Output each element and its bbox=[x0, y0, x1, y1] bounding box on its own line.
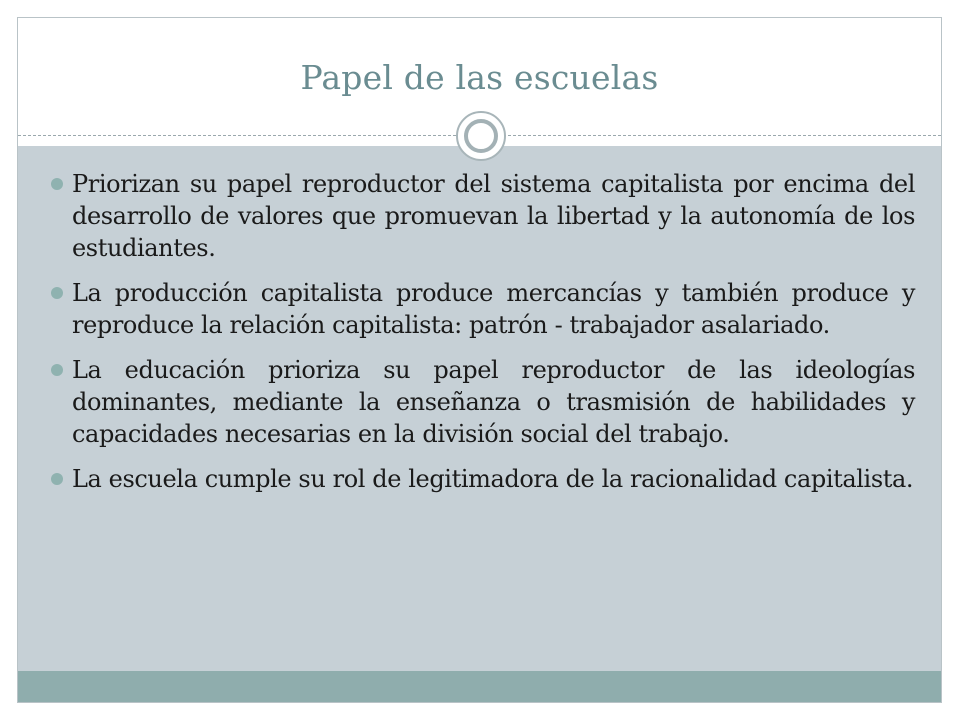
bullet-text: La educación prioriza su papel reproductor de las ideologías dominantes, mediante la enseñanza o trasmisión de habilidades y capacidades necesarias en la división social del trabajo. bbox=[72, 356, 915, 448]
list-item bbox=[55, 168, 915, 264]
list-item bbox=[55, 354, 915, 450]
round-bullet-icon bbox=[51, 473, 63, 485]
round-bullet-icon bbox=[51, 287, 63, 299]
round-bullet-icon bbox=[51, 178, 63, 190]
round-bullet-icon bbox=[51, 364, 63, 376]
inner-ring bbox=[464, 119, 498, 153]
content-panel bbox=[18, 146, 941, 671]
footer-bar bbox=[18, 671, 941, 703]
double-ring-icon bbox=[456, 111, 506, 161]
bullet-list bbox=[55, 168, 915, 508]
slide-title: Papel de las escuelas bbox=[300, 58, 659, 97]
bullet-text: La producción capitalista produce mercancías y también produce y reproduce la relación capitalista: patrón - trabajador asalariado. bbox=[72, 279, 915, 339]
bullet-text: La escuela cumple su rol de legitimadora de la racionalidad capitalista. bbox=[72, 465, 914, 493]
list-item bbox=[55, 463, 915, 495]
bullet-text: Priorizan su papel reproductor del sistema capitalista por encima del desarrollo de valores que promuevan la libertad y la autonomía de los estudiantes. bbox=[72, 170, 915, 262]
list-item bbox=[55, 277, 915, 341]
slide-frame bbox=[17, 17, 942, 703]
